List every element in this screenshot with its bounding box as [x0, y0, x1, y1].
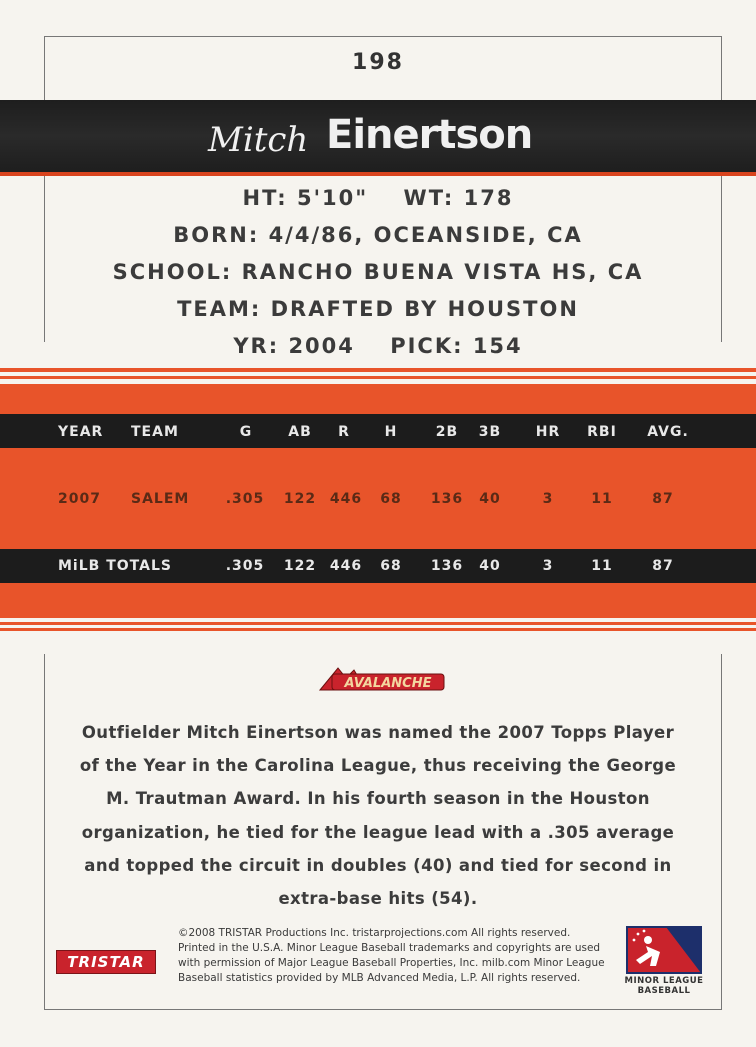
stat-header-ab: AB: [288, 424, 312, 440]
season-ab: 122: [283, 491, 317, 507]
season-year: 2007: [58, 491, 101, 507]
stat-header-h: H: [384, 424, 398, 440]
totals-h: 68: [380, 558, 402, 574]
avalanche-team-logo: [318, 660, 448, 696]
totals-g: .305: [225, 558, 265, 574]
stat-header-team: TEAM: [131, 424, 179, 440]
season-rbi: 11: [591, 491, 613, 507]
bio-line-team: [0, 297, 756, 321]
stat-header-g: G: [239, 424, 253, 440]
pick-value: 154: [472, 334, 523, 358]
player-last-name: Einertson: [326, 112, 533, 158]
totals-3b: 40: [479, 558, 501, 574]
stat-header-year: YEAR: [58, 424, 104, 440]
wt-value: 178: [463, 186, 514, 210]
stat-header-3b: 3B: [478, 424, 502, 440]
stripe-top-thin: [0, 368, 756, 372]
frame-left-line-bottom: [44, 654, 45, 1010]
player-blurb: Outfielder Mitch Einertson was named the 2007 Topps Player of the Year in the Carolina League, thus receiving the George M. Trautman Award. In his fourth season in the Houston organization, he tied for the league lead with a .305 average and topped the circuit in doubles (40) and tied for second in extra-base hits (54).: [79, 723, 677, 909]
totals-hr: 3: [542, 558, 554, 574]
name-band: [0, 100, 756, 176]
yr-value: 2004: [288, 334, 355, 358]
totals-avg: 87: [652, 558, 674, 574]
frame-top-line: [44, 36, 722, 37]
stat-header-2b: 2B: [435, 424, 459, 440]
tristar-logo: TRISTAR: [56, 950, 156, 974]
season-3b: 40: [479, 491, 501, 507]
school-value: RANCHO BUENA VISTA HS, CA: [241, 260, 644, 284]
season-team: SALEM: [131, 491, 190, 507]
pick-label: PICK:: [390, 334, 464, 358]
bio-line-draft: [0, 334, 756, 358]
born-label: BORN:: [173, 223, 260, 247]
stat-header-rbi: RBI: [587, 424, 617, 440]
totals-rbi: 11: [591, 558, 613, 574]
bio-line-ht-wt: [0, 186, 756, 210]
frame-right-line-bottom: [721, 654, 722, 1010]
season-g: .305: [225, 491, 265, 507]
team-logo-text: AVALANCHE: [344, 676, 432, 691]
born-value: 4/4/86, OCEANSIDE, CA: [268, 223, 583, 247]
stripe-bottom-thin-2: [0, 628, 756, 631]
wt-label: WT:: [403, 186, 455, 210]
totals-r: 446: [329, 558, 363, 574]
totals-ab: 122: [283, 558, 317, 574]
bio-line-school: [0, 260, 756, 284]
stripe-top-thin-2: [0, 376, 756, 379]
season-h: 68: [380, 491, 402, 507]
yr-label: YR:: [233, 334, 280, 358]
ht-value: 5'10": [297, 186, 369, 210]
milb-logo-icon: [626, 926, 702, 974]
season-hr: 3: [542, 491, 554, 507]
ht-label: HT:: [242, 186, 288, 210]
bio-line-born: [0, 223, 756, 247]
season-avg: 87: [652, 491, 674, 507]
team-label: TEAM:: [177, 297, 262, 321]
milb-logo-text: MINOR LEAGUE BASEBALL: [624, 976, 704, 996]
player-first-name: Mitch: [208, 120, 309, 160]
stripe-bottom-thin: [0, 622, 756, 625]
stat-header-hr: HR: [535, 424, 561, 440]
frame-bottom-line: [44, 1009, 722, 1010]
season-2b: 136: [430, 491, 464, 507]
totals-2b: 136: [430, 558, 464, 574]
team-value: DRAFTED BY HOUSTON: [270, 297, 579, 321]
stat-header-avg: AVG.: [647, 424, 689, 440]
card-number: 198: [352, 50, 404, 75]
stat-header-r: R: [338, 424, 350, 440]
season-r: 446: [329, 491, 363, 507]
totals-label: MiLB TOTALS: [58, 558, 172, 574]
school-label: SCHOOL:: [112, 260, 233, 284]
legal-text: ©2008 TRISTAR Productions Inc. tristarprojections.com All rights reserved. Printed in the U.S.A. Minor League Baseball trademarks and copyrights are used with permission of Major League Baseball Properties, Inc. milb.com Minor League Baseball statistics provided by MLB Advanced Media, L.P. All rights reserved.: [178, 927, 605, 984]
